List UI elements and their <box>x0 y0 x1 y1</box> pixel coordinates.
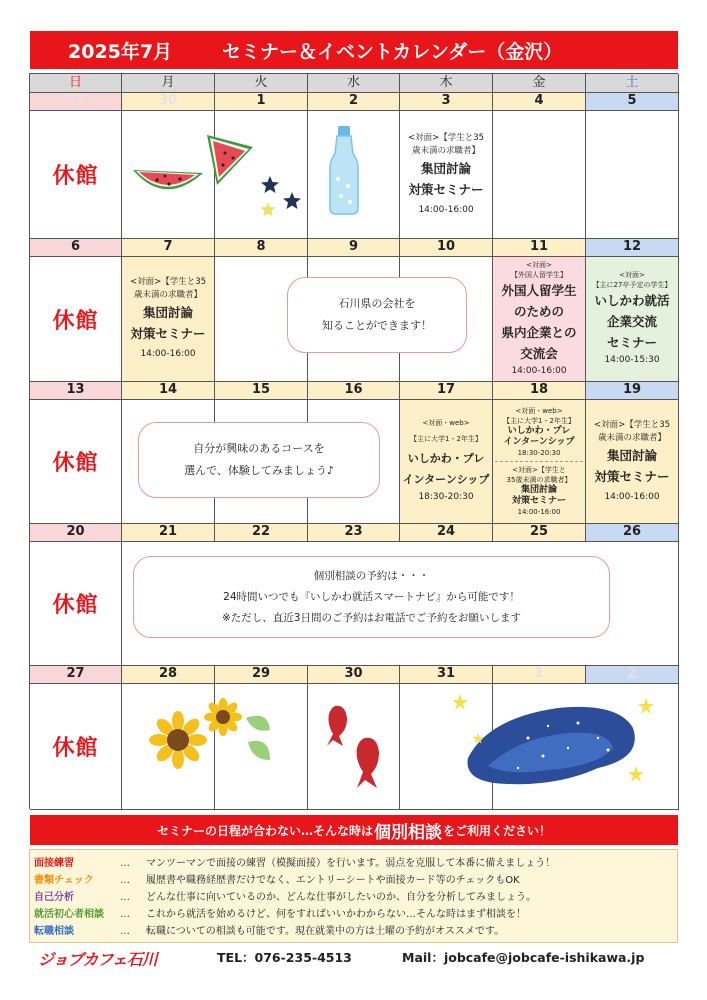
date-number: 17 <box>400 382 493 400</box>
weekday-sat: 土 <box>586 74 679 93</box>
event-title: のための <box>513 303 564 319</box>
date-number: 12 <box>586 239 679 257</box>
year-month: 2025年7月 <box>68 40 173 63</box>
event-tag: <対面> <box>526 260 552 269</box>
event-title: 集団討論 <box>420 160 471 176</box>
footer <box>0 944 707 974</box>
event-title: 交流会 <box>520 345 558 361</box>
weekday-thu: 木 <box>400 74 493 93</box>
date-number: 4 <box>493 93 586 111</box>
weekday-fri: 金 <box>493 74 586 93</box>
legend-row <box>34 923 677 940</box>
event-cell-company-seminar[interactable] <box>586 257 679 382</box>
legend-text: 履歴書や職務経歴書だけでなく、エントリーシートや面接カード等のチェックもOK <box>146 875 520 886</box>
legend-dots: … <box>120 875 130 886</box>
event-tag: 35歳未満の求職者】 <box>506 476 572 484</box>
event-title: いしかわ・プレ <box>507 426 571 436</box>
starry-sky-icon <box>448 688 666 800</box>
event-tag: <対面・web> <box>515 407 563 415</box>
closed-label: 休館 <box>52 308 99 334</box>
event-title: 外国人留学生 <box>501 282 577 298</box>
date-number: 11 <box>493 239 586 257</box>
event-title: 集団討論 <box>142 305 193 320</box>
event-tag: 【主に大学1・2年生】 <box>503 417 575 425</box>
weekday-wed: 水 <box>308 74 400 93</box>
date-number: 15 <box>215 382 308 400</box>
event-time: 18:30-20:30 <box>517 449 561 457</box>
legend-key: 面接練習 <box>34 858 74 869</box>
date-number: 30 <box>122 93 215 111</box>
leaf-icon <box>240 710 276 765</box>
event-title: 集団討論 <box>606 447 657 463</box>
weekday-tue: 火 <box>215 74 308 93</box>
event-title: いしかわ就活 <box>594 293 670 308</box>
event-title: 対策セミナー <box>511 496 566 506</box>
legend-key: 転職相談 <box>34 926 74 937</box>
date-number: 30 <box>308 666 400 684</box>
legend-text: これから就活を始めるけど、何をすればいいかわからない…そんな時はまず相談を！ <box>146 909 526 920</box>
ramune-bottle-icon <box>320 124 370 216</box>
speech-bubble <box>138 422 380 498</box>
closed-label: 休館 <box>52 164 99 189</box>
bubble-text: 個別相談の予約は・・・ <box>313 569 430 582</box>
event-tag: <対面> <box>619 271 645 279</box>
event-tag: <対面・web> <box>422 419 470 427</box>
closed-day-cell <box>30 684 122 810</box>
closed-label: 休館 <box>52 451 99 476</box>
legend-row <box>34 855 677 872</box>
watermelon-icon <box>125 125 265 205</box>
banner-text: をご利用ください！ <box>443 823 552 838</box>
legend-text: どんな仕事に向いているのか、どんな仕事がしたいのか、自分を分析してみましょう。 <box>146 892 536 903</box>
date-number: 10 <box>400 239 493 257</box>
event-cell-intl-student-exchange[interactable] <box>493 257 586 382</box>
date-number: 6 <box>30 239 122 257</box>
date-number: 26 <box>586 524 679 542</box>
speech-bubble <box>133 556 610 638</box>
page-title: セミナー＆イベントカレンダー（金沢） <box>222 40 563 63</box>
event-time: 14:00-16:00 <box>140 349 196 359</box>
legend-dots: … <box>120 909 130 920</box>
date-number: 1 <box>493 666 586 684</box>
bubble-text: ※ただし、直近3日間のご予約はお電話でご予約をお願いします <box>222 611 521 624</box>
closed-day-cell <box>30 542 122 666</box>
date-number: 5 <box>586 93 679 111</box>
weekday-sun: 日 <box>30 74 122 93</box>
date-number: 18 <box>493 382 586 400</box>
star-icon <box>256 170 306 220</box>
bubble-text: 自分が興味のあるコースを <box>193 442 325 455</box>
date-number: 14 <box>122 382 215 400</box>
event-tag: 【主に27卒予定の学生】 <box>592 281 672 289</box>
weekday-mon: 月 <box>122 74 215 93</box>
email-address[interactable]: Mail：jobcafe@jobcafe-ishikawa.jp <box>402 950 645 965</box>
phone-number[interactable]: TEL：076-235-4513 <box>217 950 352 965</box>
event-title: 対策セミナー <box>130 326 206 341</box>
event-cell-pre-internship[interactable] <box>400 400 493 524</box>
event-cell-two-events[interactable] <box>493 400 586 524</box>
legend-text: マンツーマンで面接の練習（模擬面接）を行います。弱点を克服して本番に備えましょう！ <box>146 858 556 869</box>
legend-text: 転職についての相談も可能です。現在就業中の方は土曜の予約がオススメです。 <box>146 926 505 937</box>
date-number: 20 <box>30 524 122 542</box>
date-number: 2 <box>586 666 679 684</box>
title-bar <box>30 31 678 69</box>
event-separator <box>495 461 583 462</box>
service-legend <box>29 849 678 943</box>
date-number: 24 <box>400 524 493 542</box>
event-title: インターンシップ <box>503 437 575 447</box>
event-cell-group-discussion[interactable] <box>122 257 215 382</box>
date-number: 31 <box>400 666 493 684</box>
event-title: 県内企業との <box>501 324 577 340</box>
legend-key: 自己分析 <box>34 892 74 903</box>
date-number: 2 <box>308 93 400 111</box>
legend-dots: … <box>120 858 130 869</box>
date-number: 27 <box>30 666 122 684</box>
jobcafe-logo: ジョブカフェ石川 <box>38 950 157 969</box>
event-cell-group-discussion[interactable] <box>586 400 679 524</box>
event-time: 14:00-16:00 <box>511 365 567 376</box>
event-title: インターンシップ <box>402 473 490 486</box>
event-time: 14:00-16:00 <box>418 204 474 215</box>
event-title: 集団討論 <box>520 485 557 495</box>
date-number: 9 <box>308 239 400 257</box>
date-number: 13 <box>30 382 122 400</box>
event-time: 14:00-16:00 <box>604 491 660 502</box>
event-cell-group-discussion[interactable] <box>400 111 493 239</box>
date-number: 3 <box>400 93 493 111</box>
event-time: 14:00-15:30 <box>604 355 660 365</box>
event-title: 対策セミナー <box>594 468 670 484</box>
event-title: 企業交流 <box>606 314 657 329</box>
date-number: 25 <box>493 524 586 542</box>
legend-row <box>34 906 677 923</box>
bubble-text: 24時間いつでも『いしかわ就活スマートナビ』から可能です！ <box>223 590 520 603</box>
closed-label: 休館 <box>52 593 99 618</box>
legend-key: 就活初心者相談 <box>34 909 104 920</box>
event-tag: 【主に大学1・2年生】 <box>410 435 482 443</box>
legend-dots: … <box>120 892 130 903</box>
day-cell <box>586 111 679 239</box>
date-number: 21 <box>122 524 215 542</box>
date-number: 8 <box>215 239 308 257</box>
date-number: 7 <box>122 239 215 257</box>
date-number: 22 <box>215 524 308 542</box>
bubble-text: 石川県の会社を <box>338 297 416 310</box>
banner-emphasis: 個別相談 <box>374 822 442 843</box>
legend-key: 書類チェック <box>34 875 94 886</box>
event-time: 18:30-20:30 <box>418 492 474 502</box>
goldfish-icon <box>325 700 395 800</box>
bubble-text: 知ることができます！ <box>322 319 432 332</box>
day-cell <box>493 111 586 239</box>
legend-row <box>34 872 677 889</box>
date-number: 1 <box>215 93 308 111</box>
event-tag: <対面>【学生と35歳未満の求職者】 <box>129 277 207 300</box>
closed-day-cell <box>30 257 122 382</box>
event-tag: <対面>【学生と35歳未満の求職者】 <box>593 419 671 443</box>
closed-label: 休館 <box>52 736 99 761</box>
speech-bubble <box>287 277 467 353</box>
consultation-banner <box>30 815 678 845</box>
bubble-text: 選んで、体験してみましょう♪ <box>184 464 334 477</box>
event-title: 対策セミナー <box>408 181 484 197</box>
event-title: いしかわ・プレ <box>407 452 485 465</box>
event-tag: <対面>【学生と35歳未満の求職者】 <box>407 132 485 156</box>
date-number: 29 <box>215 666 308 684</box>
legend-dots: … <box>120 926 130 937</box>
closed-day-cell <box>30 400 122 524</box>
event-tag: <対面>【学生と <box>512 466 566 474</box>
event-tag: 【外国人留学生】 <box>511 270 567 279</box>
date-number: 23 <box>308 524 400 542</box>
date-number: 29 <box>30 93 122 111</box>
date-number: 19 <box>586 382 679 400</box>
event-title: セミナー <box>606 335 657 350</box>
date-number: 28 <box>122 666 215 684</box>
banner-text: セミナーの日程が合わない…そんな時は <box>156 823 373 838</box>
date-number: 16 <box>308 382 400 400</box>
closed-day-cell <box>30 111 122 239</box>
legend-row <box>34 889 677 906</box>
event-time: 14:00-16:00 <box>517 508 561 516</box>
